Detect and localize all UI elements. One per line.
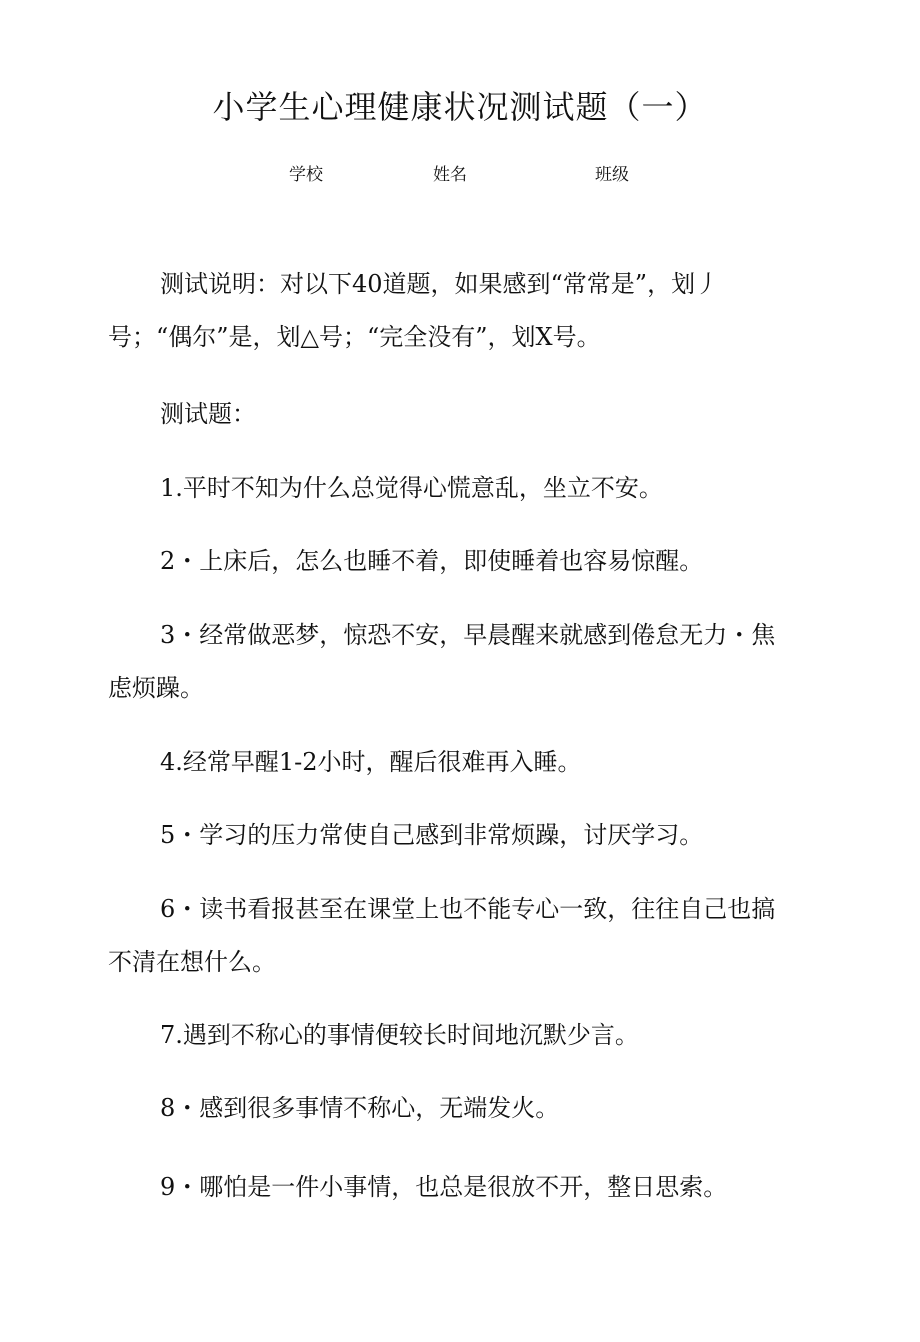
- questions-heading: 测试题：: [160, 400, 256, 428]
- question-item: 6・读书看报甚至在课堂上也不能专心一致，往往自己也搞不清在想什么。: [108, 895, 776, 976]
- question-item: 3・经常做恶梦，惊恐不安，早晨醒来就感到倦怠无力・焦虑烦躁。: [108, 621, 776, 702]
- school-field-label: 学校: [289, 165, 323, 185]
- question-item: 4.经常早醒1-2小时，醒后很难再入睡。: [160, 748, 582, 776]
- question-item: 1.平时不知为什么总觉得心慌意乱，坐立不安。: [160, 474, 663, 502]
- name-field-label: 姓名: [433, 165, 467, 185]
- question-item: 2・上床后，怎么也睡不着，即使睡着也容易惊醒。: [160, 547, 704, 575]
- question-item: 8・感到很多事情不称心，无端发火。: [160, 1094, 560, 1122]
- question-item: 5・学习的压力常使自己感到非常烦躁，讨厌学习。: [160, 821, 704, 849]
- document-title: 小学生心理健康状况测试题（一）: [212, 88, 708, 126]
- student-info-fields: [0, 160, 920, 184]
- test-instructions: 测试说明：对以下40道题，如果感到“常常是”，划丿号；“偶尔”是，划△号；“完全没有”，划X号。: [108, 270, 720, 351]
- class-field-label: 班级: [595, 165, 629, 185]
- question-item: 9・哪怕是一件小事情，也总是很放不开，整日思索。: [160, 1173, 728, 1201]
- question-item: 7.遇到不称心的事情便较长时间地沉默少言。: [160, 1021, 639, 1049]
